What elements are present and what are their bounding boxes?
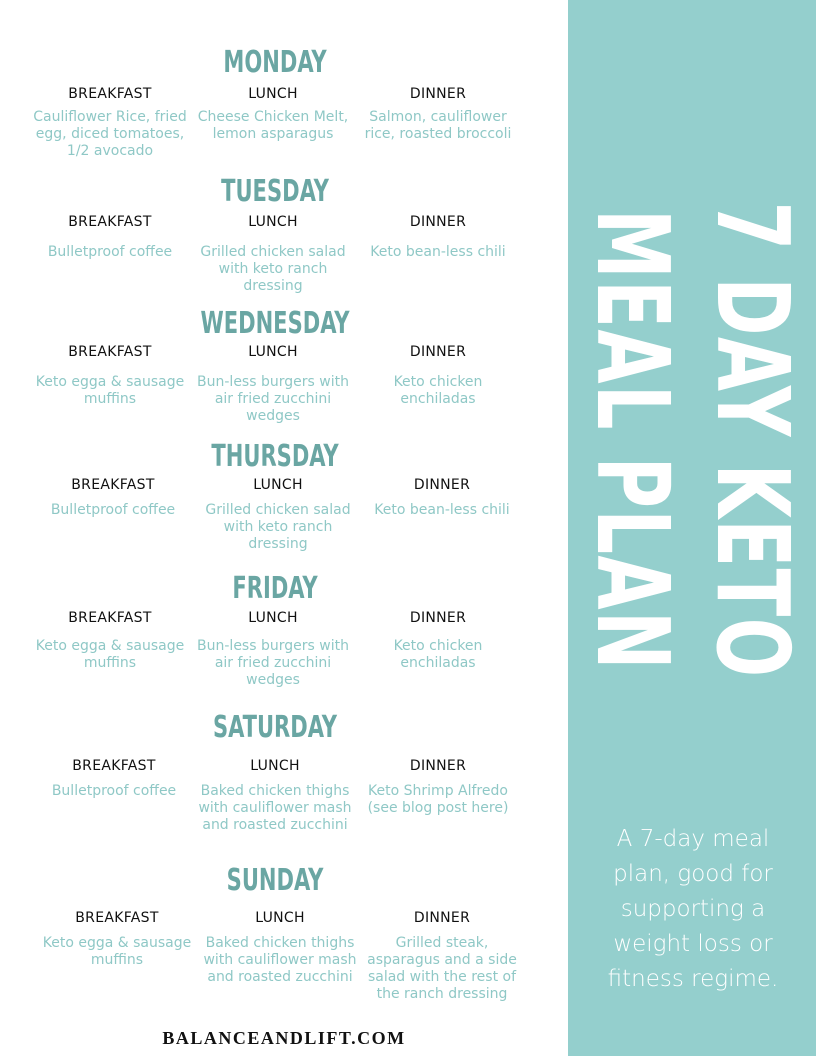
dinner-meal: Keto chicken enchiladas — [393, 374, 483, 407]
lunch-meal: Cheese Chicken Melt, lemon asparagus — [197, 109, 349, 142]
lunch-meal: Grilled chicken salad with keto ranch dressing — [205, 502, 351, 552]
lunch-meal: Bun-less burgers with air fried zucchini wedges — [197, 374, 349, 424]
dinner-heading: DINNER — [409, 758, 467, 774]
breakfast-column — [33, 477, 193, 519]
lunch-meal: Baked chicken thighs with cauliflower mash and roasted zucchini — [198, 783, 352, 833]
breakfast-heading: BREAKFAST — [72, 758, 156, 774]
vertical-title — [572, 99, 812, 780]
breakfast-column — [37, 910, 197, 969]
dinner-heading: DINNER — [413, 910, 471, 926]
lunch-column — [198, 477, 358, 553]
lunch-column — [193, 214, 353, 295]
breakfast-meal: Cauliflower Rice, fried egg, diced tomatoes, 1/2 avocado — [33, 109, 187, 159]
day-title: TUESDAY — [221, 174, 329, 209]
breakfast-heading: BREAKFAST — [75, 910, 159, 926]
dinner-meal: Keto bean-less chili — [370, 244, 506, 260]
day-title: FRIDAY — [232, 571, 318, 606]
title-line-1: 7 DAY KETO — [694, 201, 811, 679]
day-title: SATURDAY — [212, 710, 338, 745]
day-title: THURSDAY — [211, 439, 339, 474]
lunch-meal: Bun-less burgers with air fried zucchini wedges — [197, 638, 349, 688]
title-line-2: MEAL PLAN — [574, 209, 691, 671]
tagline: A 7-day meal plan, good for supporting a weight loss or fitness regime. — [607, 826, 779, 992]
breakfast-heading: BREAKFAST — [68, 214, 152, 230]
dinner-meal: Salmon, cauliflower rice, roasted broccoli — [364, 109, 512, 142]
dinner-meal: Keto chicken enchiladas — [393, 638, 483, 671]
dinner-heading: DINNER — [409, 86, 467, 102]
lunch-column — [195, 758, 355, 834]
dinner-meal: Keto Shrimp Alfredo (see blog post here) — [367, 783, 509, 816]
breakfast-heading: BREAKFAST — [68, 86, 152, 102]
breakfast-column — [30, 344, 190, 408]
website-footer: BALANCEANDLIFT.COM — [162, 1028, 406, 1048]
breakfast-heading: BREAKFAST — [71, 477, 155, 493]
breakfast-meal: Keto egga & sausage muffins — [42, 935, 192, 968]
lunch-column — [200, 910, 360, 986]
dinner-column — [362, 477, 522, 519]
dinner-heading: DINNER — [409, 214, 467, 230]
dinner-column — [362, 910, 522, 1003]
dinner-heading: DINNER — [409, 610, 467, 626]
dinner-column — [358, 344, 518, 408]
lunch-heading: LUNCH — [248, 214, 298, 230]
lunch-heading: LUNCH — [253, 477, 303, 493]
breakfast-heading: BREAKFAST — [68, 344, 152, 360]
breakfast-column — [30, 214, 190, 261]
day-title: MONDAY — [223, 45, 327, 80]
breakfast-meal: Bulletproof coffee — [47, 244, 173, 260]
lunch-heading: LUNCH — [248, 610, 298, 626]
lunch-meal: Baked chicken thighs with cauliflower mash and roasted zucchini — [203, 935, 357, 985]
dinner-meal: Grilled steak, asparagus and a side salad with the rest of the ranch dressing — [367, 935, 517, 1002]
dinner-column — [358, 86, 518, 143]
lunch-heading: LUNCH — [255, 910, 305, 926]
dinner-column — [358, 758, 518, 817]
day-title: WEDNESDAY — [200, 306, 350, 341]
dinner-column — [358, 610, 518, 672]
dinner-column — [358, 214, 518, 261]
breakfast-meal: Bulletproof coffee — [50, 502, 176, 518]
sidebar-panel — [568, 0, 816, 1056]
breakfast-meal: Keto egga & sausage muffins — [35, 374, 185, 407]
dinner-meal: Keto bean-less chili — [374, 502, 510, 518]
breakfast-column — [30, 610, 190, 672]
lunch-column — [193, 344, 353, 425]
lunch-column — [193, 610, 353, 689]
dinner-heading: DINNER — [413, 477, 471, 493]
breakfast-meal: Keto egga & sausage muffins — [35, 638, 185, 671]
breakfast-heading: BREAKFAST — [68, 610, 152, 626]
dinner-heading: DINNER — [409, 344, 467, 360]
breakfast-column — [30, 86, 190, 160]
breakfast-column — [34, 758, 194, 800]
breakfast-meal: Bulletproof coffee — [51, 783, 177, 799]
lunch-column — [193, 86, 353, 143]
day-title: SUNDAY — [226, 863, 324, 898]
lunch-heading: LUNCH — [248, 86, 298, 102]
lunch-meal: Grilled chicken salad with keto ranch dressing — [200, 244, 346, 294]
lunch-heading: LUNCH — [250, 758, 300, 774]
lunch-heading: LUNCH — [248, 344, 298, 360]
